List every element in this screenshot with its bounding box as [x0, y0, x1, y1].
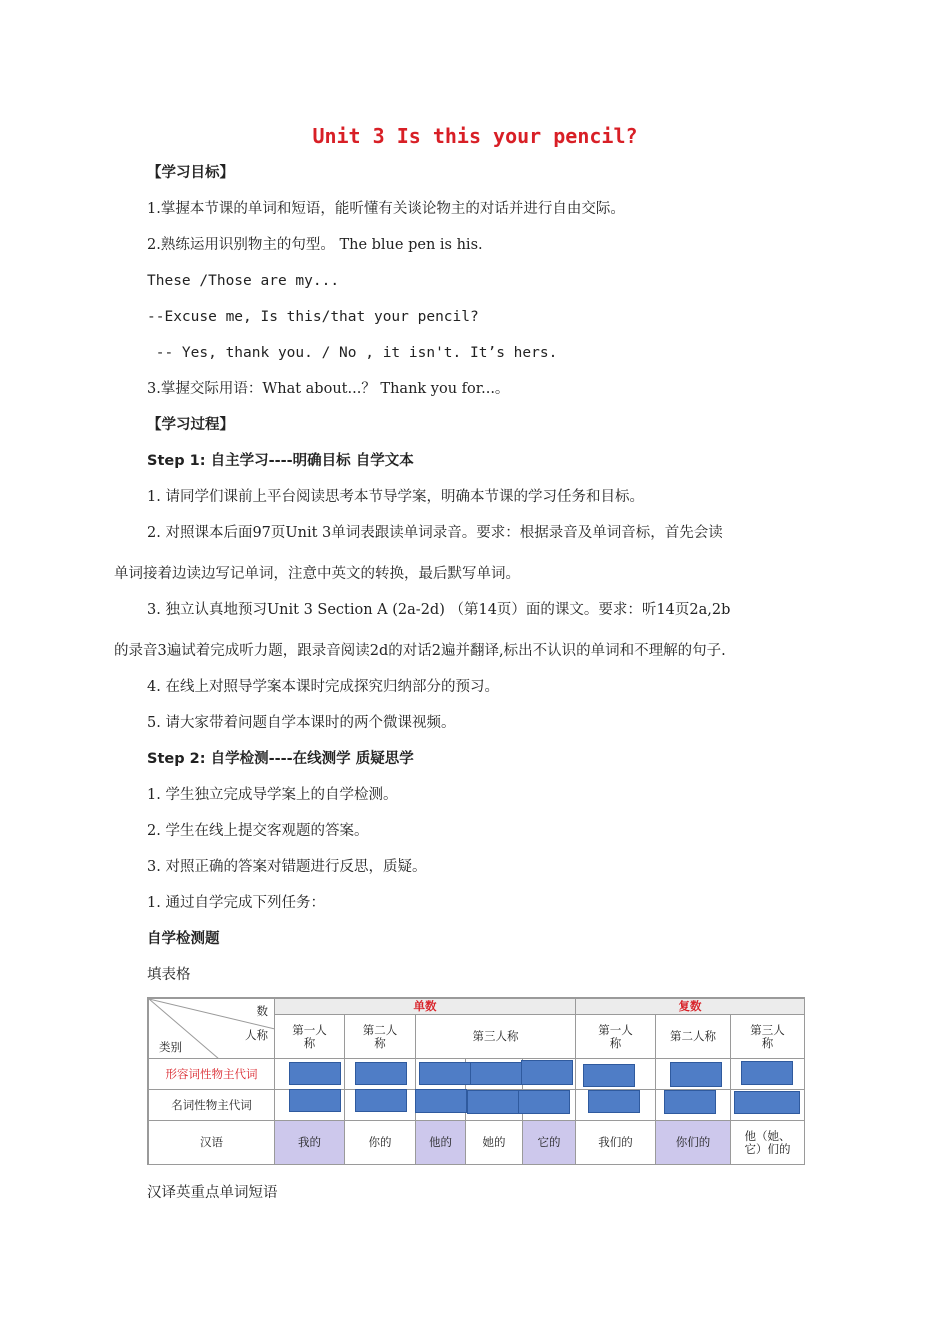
chinese-cell: 我的	[274, 1120, 345, 1165]
step1-item: 1. 请同学们课前上平台阅读思考本节导学案，明确本节课的学习任务和目标。	[147, 489, 644, 505]
chinese-cell: 你的	[344, 1120, 416, 1165]
pronoun-table	[147, 997, 805, 1165]
person-header: 第一人称	[575, 1014, 656, 1059]
answer-blank[interactable]	[355, 1089, 407, 1112]
step2-item: 1. 学生独立完成导学案上的自学检测。	[147, 787, 398, 803]
answer-blank[interactable]	[741, 1061, 793, 1085]
answer-blank[interactable]	[734, 1091, 800, 1114]
goal-line: 3.掌握交际用语：What about...？ Thank you for...。	[147, 381, 510, 397]
chinese-cell: 你们的	[655, 1120, 731, 1165]
answer-blank[interactable]	[588, 1090, 640, 1113]
chinese-cell: 我们的	[575, 1120, 656, 1165]
step1-heading: Step 1: 自主学习----明确目标 自学文本	[147, 453, 414, 469]
corner-person: 人称	[245, 1028, 268, 1042]
answer-blank[interactable]	[419, 1062, 471, 1085]
step2-item: 1. 通过自学完成下列任务：	[147, 895, 325, 911]
goal-line: -- Yes, thank you. / No , it isn't. It’s hers.	[147, 345, 558, 361]
step1-item: 5. 请大家带着问题自学本课时的两个微课视频。	[147, 715, 456, 731]
corner-number: 数	[256, 1004, 268, 1018]
step1-item: 的录音3遍试着完成听力题，跟录音阅读2d的对话2遍并翻译,标出不认识的单词和不理解的句子.	[114, 643, 726, 659]
answer-blank[interactable]	[470, 1062, 522, 1085]
row-label-adjective: 形容词性物主代词	[148, 1058, 275, 1090]
answer-blank[interactable]	[583, 1064, 635, 1087]
step1-item: 单词接着边读边写记单词，注意中英文的转换，最后默写单词。	[114, 566, 520, 582]
person-header: 第二人称	[344, 1014, 416, 1059]
answer-blank[interactable]	[355, 1062, 407, 1085]
section-process-heading: 【学习过程】	[147, 417, 234, 433]
person-header: 第二人称	[655, 1014, 731, 1059]
answer-blank[interactable]	[521, 1060, 573, 1085]
step2-item: 2. 学生在线上提交客观题的答案。	[147, 823, 369, 839]
answer-blank[interactable]	[664, 1090, 716, 1114]
step2-heading: Step 2: 自学检测----在线测学 质疑思学	[147, 751, 414, 767]
step1-item: 3. 独立认真地预习Unit 3 Section A (2a-2d) （第14页）面的课文。要求：听14页2a,2b	[147, 602, 731, 618]
person-header: 第一人称	[274, 1014, 345, 1059]
answer-blank[interactable]	[670, 1062, 722, 1087]
fill-table-label: 填表格	[147, 967, 191, 983]
goal-line: These /Those are my...	[147, 273, 340, 289]
answer-blank[interactable]	[289, 1062, 341, 1085]
answer-blank[interactable]	[467, 1090, 519, 1114]
answer-blank[interactable]	[415, 1089, 467, 1113]
chinese-cell: 它的	[522, 1120, 576, 1165]
section-goals-heading: 【学习目标】	[147, 165, 234, 181]
goal-line: 1.掌握本节课的单词和短语，能听懂有关谈论物主的对话并进行自由交际。	[147, 201, 625, 217]
page-title: Unit 3 Is this your pencil?	[312, 124, 638, 148]
chinese-cell: 他（她、它）们的	[730, 1120, 805, 1165]
singular-header: 单数	[274, 998, 576, 1015]
plural-header: 复数	[575, 998, 805, 1015]
footer-label: 汉译英重点单词短语	[147, 1185, 278, 1201]
goal-line: 2.熟练运用识别物主的句型。 The blue pen is his.	[147, 237, 483, 253]
answer-blank[interactable]	[518, 1090, 570, 1114]
chinese-cell: 他的	[415, 1120, 466, 1165]
table-corner	[148, 998, 275, 1059]
corner-category: 类别	[159, 1040, 182, 1054]
person-header: 第三人称	[730, 1014, 805, 1059]
step1-item: 4. 在线上对照导学案本课时完成探究归纳部分的预习。	[147, 679, 499, 695]
step1-item: 2. 对照课本后面97页Unit 3单词表跟读单词录音。要求：根据录音及单词音标，首先会读	[147, 525, 723, 541]
goal-line: --Excuse me, Is this/that your pencil?	[147, 309, 479, 325]
step2-item: 3. 对照正确的答案对错题进行反思，质疑。	[147, 859, 427, 875]
row-label-noun: 名词性物主代词	[148, 1089, 275, 1121]
row-label-chinese: 汉语	[148, 1120, 275, 1165]
person-header: 第三人称	[415, 1014, 576, 1059]
chinese-cell: 她的	[465, 1120, 523, 1165]
answer-blank[interactable]	[289, 1089, 341, 1112]
selftest-heading: 自学检测题	[147, 931, 220, 947]
